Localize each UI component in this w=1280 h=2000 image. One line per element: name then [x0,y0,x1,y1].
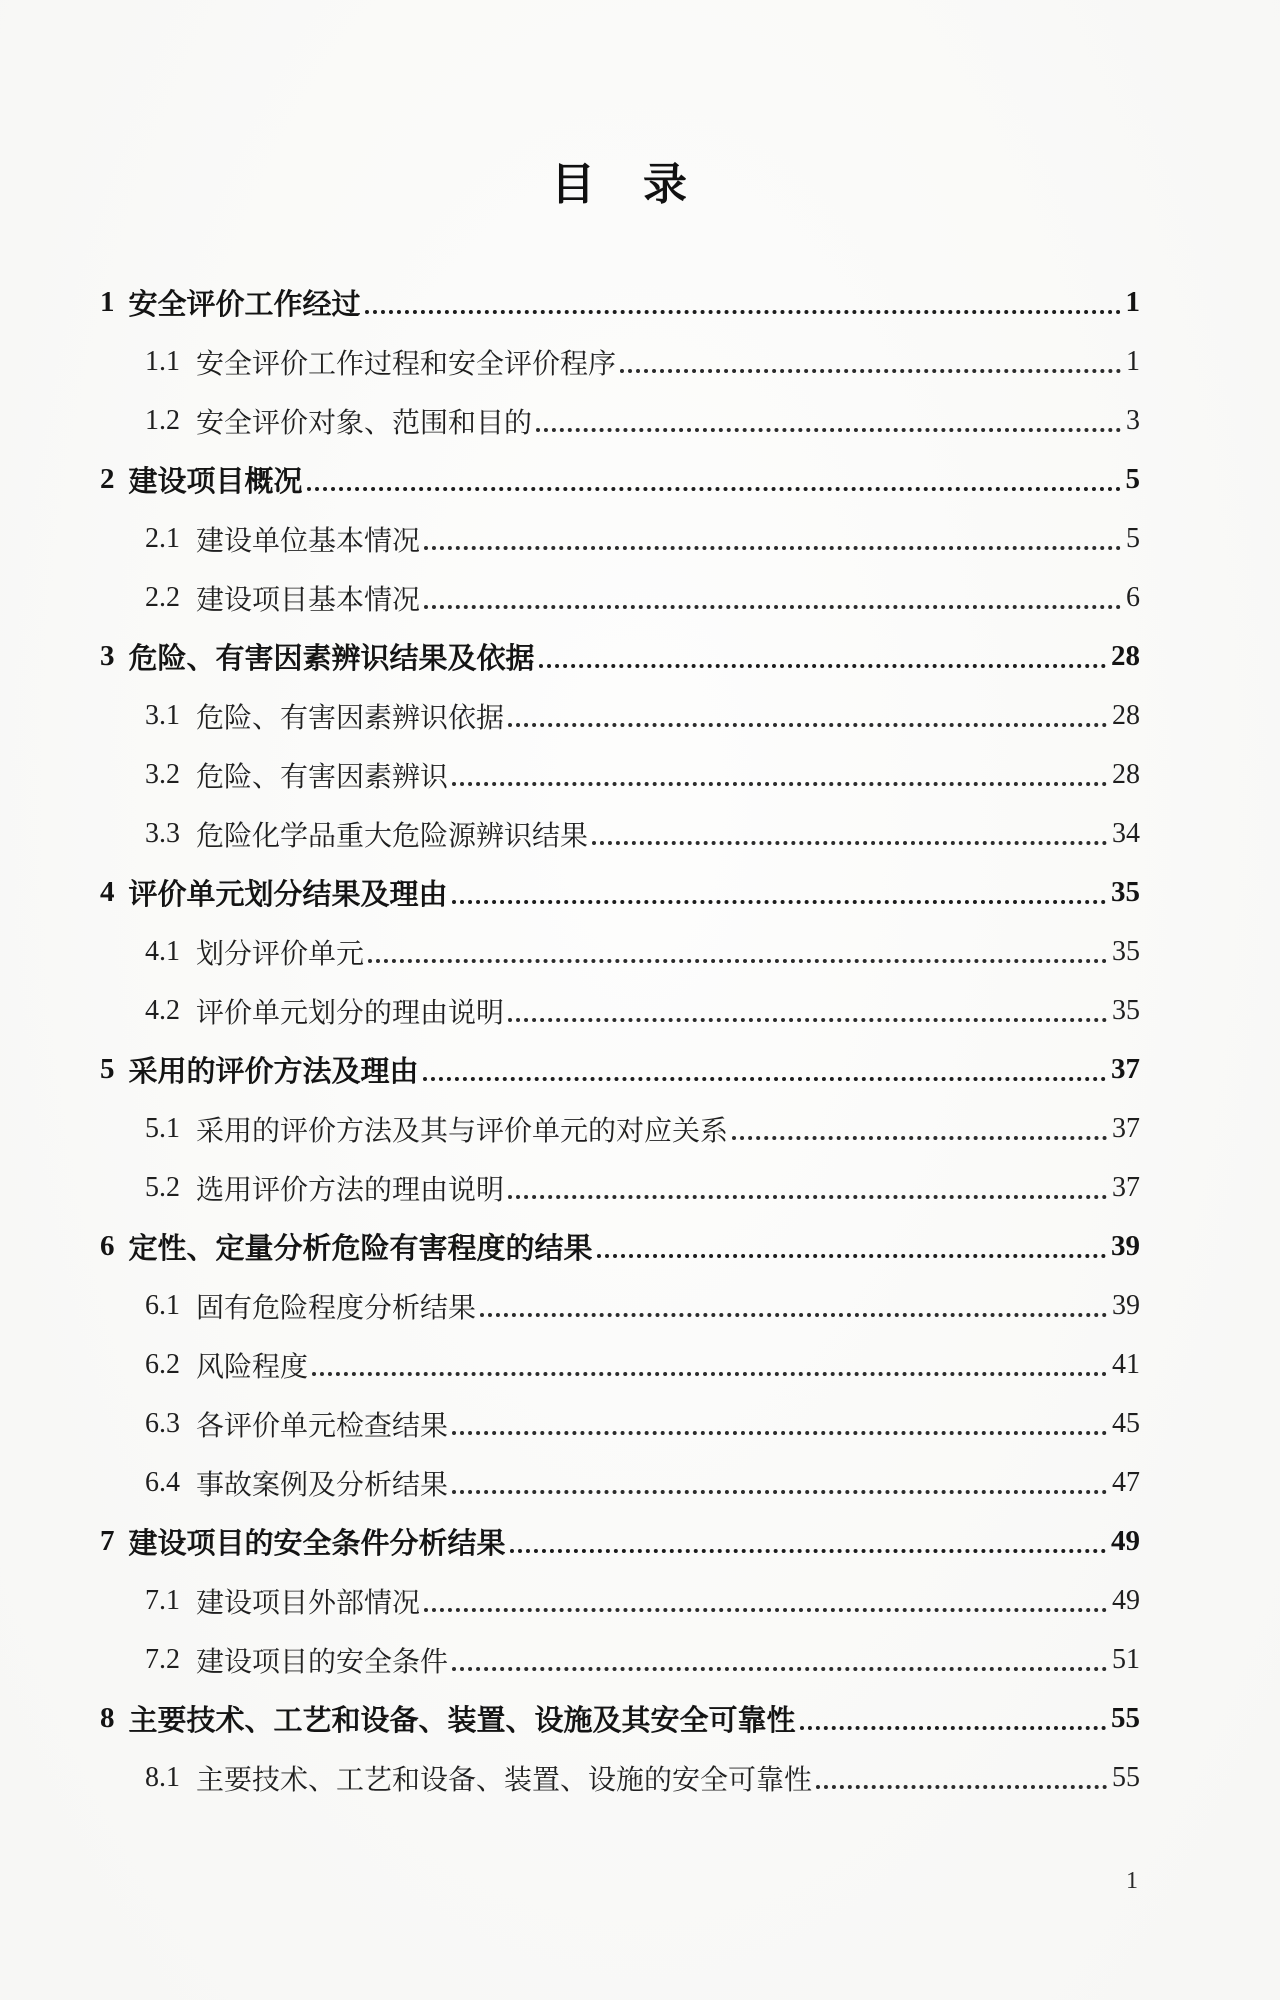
toc-entry-number: 6 [100,1230,115,1262]
toc-entry-title: 定性、定量分析危险有害程度的结果 [128,1233,593,1265]
dot-leader [592,841,1107,845]
toc-entry-title: 评价单元划分的理由说明 [196,997,505,1029]
toc-entry-page: 1 [1125,286,1140,318]
toc-entry [100,332,1140,391]
toc-entry-page: 39 [1112,1289,1140,1321]
toc-entry-title: 安全评价工作经过 [128,289,361,321]
dot-leader [480,1313,1107,1317]
dot-leader [452,782,1107,786]
dot-leader [816,1785,1107,1789]
toc-entry-page: 34 [1112,817,1140,849]
dot-leader [510,1549,1106,1553]
toc-entry [100,863,1140,922]
toc-entry [100,686,1140,745]
toc-entry [100,1689,1140,1748]
toc-entry-number: 6.1 [145,1289,180,1321]
toc-entry-number: 1 [100,286,115,318]
toc-entry-number: 2.2 [145,581,180,613]
toc-entry-page: 28 [1112,758,1140,790]
dot-leader [536,428,1121,432]
toc-entry-page: 41 [1112,1348,1140,1380]
toc-entry-number: 7 [100,1525,115,1557]
toc-entry-page: 35 [1112,935,1140,967]
toc-entry-page: 49 [1112,1584,1140,1616]
dot-leader [508,1018,1107,1022]
dot-leader [508,1195,1107,1199]
dot-leader [508,723,1107,727]
toc-entry-number: 5.1 [145,1112,180,1144]
toc-entry-number: 2.1 [145,522,180,554]
toc-entry-title: 事故案例及分析结果 [196,1469,449,1501]
toc-entry [100,1512,1140,1571]
toc-entry-title: 安全评价工作过程和安全评价程序 [196,348,617,380]
toc-entry-number: 1.2 [145,404,180,436]
toc-entry-page: 35 [1112,994,1140,1026]
toc-entry [100,1335,1140,1394]
toc-entry-page: 5 [1126,522,1140,554]
toc-entry-title: 风险程度 [196,1351,309,1383]
toc-entry-number: 4.1 [145,935,180,967]
toc-entry-title: 危险、有害因素辨识结果及依据 [128,643,535,675]
toc-entry-number: 4 [100,876,115,908]
toc-entry-page: 51 [1112,1643,1140,1675]
toc-entry-page: 35 [1111,876,1140,908]
toc-entry [100,450,1140,509]
toc-entry [100,922,1140,981]
toc-entry-title: 固有危险程度分析结果 [196,1292,477,1324]
toc-entry-number: 3.3 [145,817,180,849]
toc-entry-title: 建设单位基本情况 [196,525,421,557]
toc-entry-page: 37 [1111,1053,1140,1085]
toc-entry [100,1630,1140,1689]
toc-entry-title: 选用评价方法的理由说明 [196,1174,505,1206]
dot-leader [368,959,1107,963]
toc-entry-title: 危险化学品重大危险源辨识结果 [196,820,589,852]
toc-entry-page: 47 [1112,1466,1140,1498]
toc-entry [100,1571,1140,1630]
toc-entry-page: 28 [1111,640,1140,672]
dot-leader [424,605,1121,609]
dot-leader [620,369,1121,373]
table-of-contents [100,273,1140,1807]
toc-entry-page: 37 [1112,1112,1140,1144]
dot-leader [452,900,1106,904]
toc-entry [100,1276,1140,1335]
dot-leader [312,1372,1107,1376]
toc-entry-title: 主要技术、工艺和设备、装置、设施的安全可靠性 [196,1764,813,1796]
toc-entry-title: 建设项目的安全条件 [196,1646,449,1678]
toc-entry [100,391,1140,450]
toc-entry-number: 6.3 [145,1407,180,1439]
toc-entry-page: 49 [1111,1525,1140,1557]
toc-entry-page: 5 [1125,463,1140,495]
toc-entry-title: 危险、有害因素辨识依据 [196,702,505,734]
toc-entry-number: 4.2 [145,994,180,1026]
toc-entry-number: 5 [100,1053,115,1085]
toc-entry-page: 55 [1111,1702,1140,1734]
toc-entry-page: 6 [1126,581,1140,613]
dot-leader [424,1608,1107,1612]
toc-entry-title: 建设项目的安全条件分析结果 [128,1528,506,1560]
toc-entry [100,1217,1140,1276]
toc-entry [100,1453,1140,1512]
toc-entry [100,1040,1140,1099]
toc-entry-title: 建设项目外部情况 [196,1587,421,1619]
toc-entry-number: 5.2 [145,1171,180,1203]
dot-leader [423,1077,1106,1081]
toc-entry-title: 危险、有害因素辨识 [196,761,449,793]
dot-leader [452,1667,1107,1671]
toc-entry [100,745,1140,804]
toc-entry-title: 各评价单元检查结果 [196,1410,449,1442]
toc-entry-page: 45 [1112,1407,1140,1439]
toc-entry-page: 37 [1112,1171,1140,1203]
toc-entry-title: 采用的评价方法及理由 [128,1056,419,1088]
toc-entry-page: 1 [1126,345,1140,377]
toc-entry-page: 28 [1112,699,1140,731]
toc-entry-number: 6.4 [145,1466,180,1498]
dot-leader [800,1726,1106,1730]
footer-page-number: 1 [1126,1868,1138,1894]
dot-leader [732,1136,1107,1140]
page-title: 目 录 [551,160,689,209]
toc-entry-title: 评价单元划分结果及理由 [128,879,448,911]
toc-entry [100,568,1140,627]
dot-leader [452,1490,1107,1494]
toc-entry-page: 3 [1126,404,1140,436]
toc-entry-title: 主要技术、工艺和设备、装置、设施及其安全可靠性 [128,1705,796,1737]
toc-entry-number: 2 [100,463,115,495]
toc-entry [100,509,1140,568]
dot-leader [307,487,1121,491]
toc-entry [100,804,1140,863]
toc-entry-number: 8.1 [145,1761,180,1793]
toc-entry-number: 1.1 [145,345,180,377]
toc-entry [100,1158,1140,1217]
dot-leader [452,1431,1107,1435]
dot-leader [424,546,1121,550]
toc-entry-title: 划分评价单元 [196,938,365,970]
toc-entry-number: 7.1 [145,1584,180,1616]
toc-entry-title: 建设项目概况 [128,466,303,498]
toc-entry-number: 8 [100,1702,115,1734]
toc-entry [100,627,1140,686]
toc-entry-number: 7.2 [145,1643,180,1675]
toc-entry-title: 采用的评价方法及其与评价单元的对应关系 [196,1115,729,1147]
toc-entry-page: 55 [1112,1761,1140,1793]
toc-entry-number: 3.1 [145,699,180,731]
toc-entry-page: 39 [1111,1230,1140,1262]
toc-entry-number: 3 [100,640,115,672]
toc-entry [100,1394,1140,1453]
toc-entry [100,1748,1140,1807]
dot-leader [597,1254,1106,1258]
toc-entry-number: 6.2 [145,1348,180,1380]
toc-entry-number: 3.2 [145,758,180,790]
toc-entry-title: 建设项目基本情况 [196,584,421,616]
toc-entry [100,981,1140,1040]
toc-entry [100,1099,1140,1158]
dot-leader [539,664,1106,668]
toc-entry-title: 安全评价对象、范围和目的 [196,407,533,439]
dot-leader [365,310,1121,314]
toc-entry [100,273,1140,332]
